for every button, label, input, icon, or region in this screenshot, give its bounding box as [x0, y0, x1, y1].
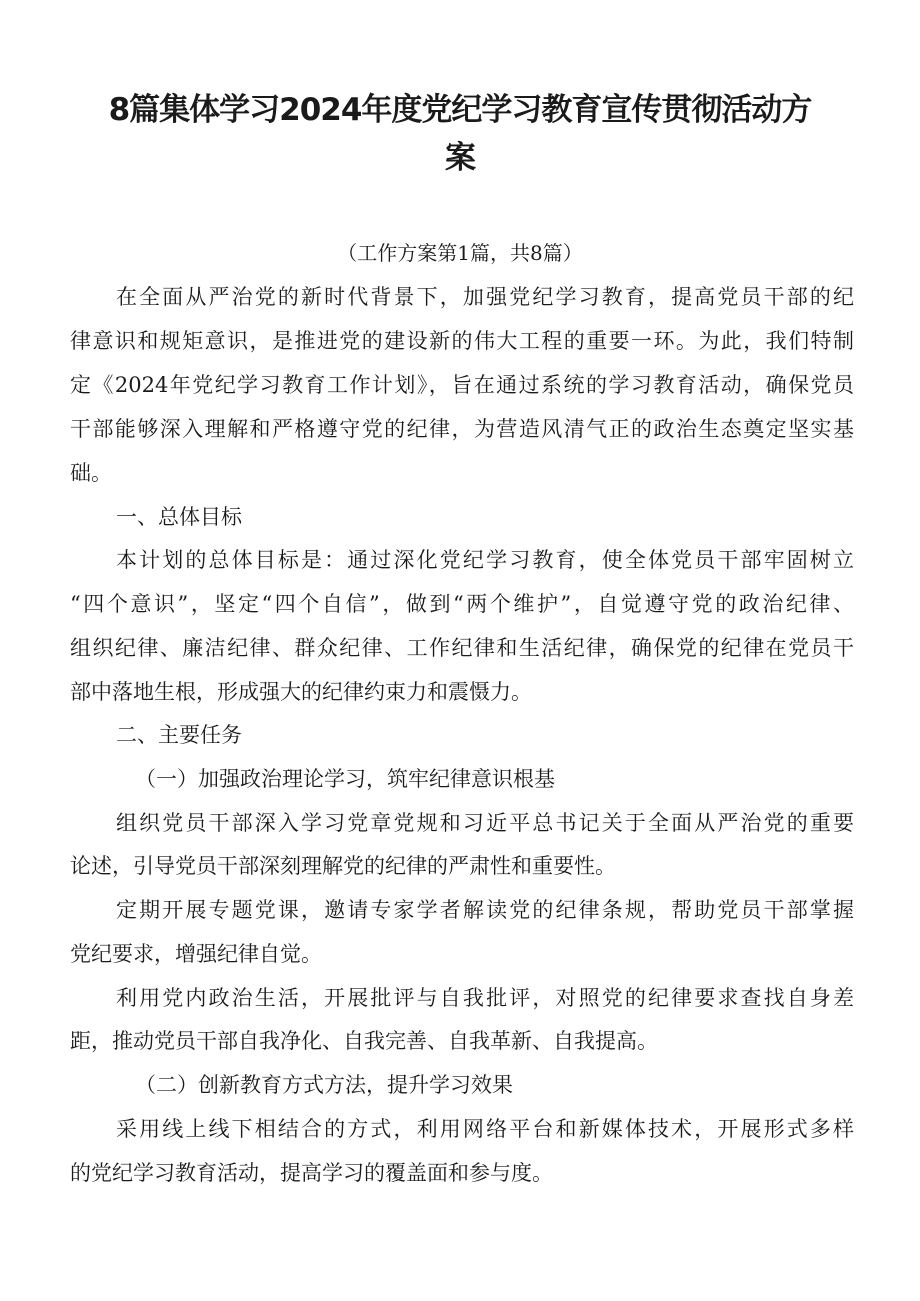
paragraph-line: 采用线上线下相结合的方式，利用网络平台和新媒体技术，开展形式多样 [116, 1117, 854, 1141]
paragraph-line: 定《2024年党纪学习教育工作计划》，旨在通过系统的学习教育活动，确保党员 [70, 373, 854, 397]
paragraph-line: 的党纪学习教育活动，提高学习的覆盖面和参与度。 [70, 1161, 553, 1185]
paragraph-line: 础。 [70, 461, 112, 485]
paragraph-line: 定期开展专题党课，邀请专家学者解读党的纪律条规，帮助党员干部掌握 [116, 898, 854, 922]
paragraph-line: 距，推动党员干部自我净化、自我完善、自我革新、自我提高。 [70, 1029, 658, 1053]
subsection-heading-1: （一）加强政治理论学习，筑牢纪律意识根基 [135, 767, 555, 791]
paragraph-line: “四个意识”，坚定“四个自信”，做到“两个维护”，自觉遵守党的政治纪律、 [70, 592, 854, 616]
paragraph-line: 党纪要求，增强纪律自觉。 [70, 942, 322, 966]
section-heading-2: 二、主要任务 [116, 723, 242, 747]
paragraph-line: 部中落地生根，形成强大的纪律约束力和震慑力。 [70, 680, 532, 704]
subsection-heading-2: （二）创新教育方式方法，提升学习效果 [135, 1073, 513, 1097]
document-title-line-2: 案 [445, 140, 475, 176]
paragraph-line: 利用党内政治生活，开展批评与自我批评，对照党的纪律要求查找自身差 [116, 986, 854, 1010]
document-subtitle: （工作方案第1篇，共8篇） [337, 241, 583, 265]
paragraph-line: 在全面从严治党的新时代背景下，加强党纪学习教育，提高党员干部的纪 [116, 285, 854, 309]
paragraph-line: 组织党员干部深入学习党章党规和习近平总书记关于全面从严治党的重要 [116, 811, 854, 835]
paragraph-line: 干部能够深入理解和严格遵守党的纪律，为营造风清气正的政治生态奠定坚实基 [70, 417, 854, 441]
paragraph-line: 组织纪律、廉洁纪律、群众纪律、工作纪律和生活纪律，确保党的纪律在党员干 [70, 636, 854, 660]
section-heading-1: 一、总体目标 [116, 505, 242, 529]
paragraph-line: 本计划的总体目标是：通过深化党纪学习教育，使全体党员干部牢固树立 [116, 548, 854, 572]
document-title-line-1: 8篇集体学习2024年度党纪学习教育宣传贯彻活动方 [108, 92, 812, 128]
paragraph-line: 律意识和规矩意识，是推进党的建设新的伟大工程的重要一环。为此，我们特制 [70, 329, 854, 353]
paragraph-line: 论述，引导党员干部深刻理解党的纪律的严肃性和重要性。 [70, 854, 616, 878]
